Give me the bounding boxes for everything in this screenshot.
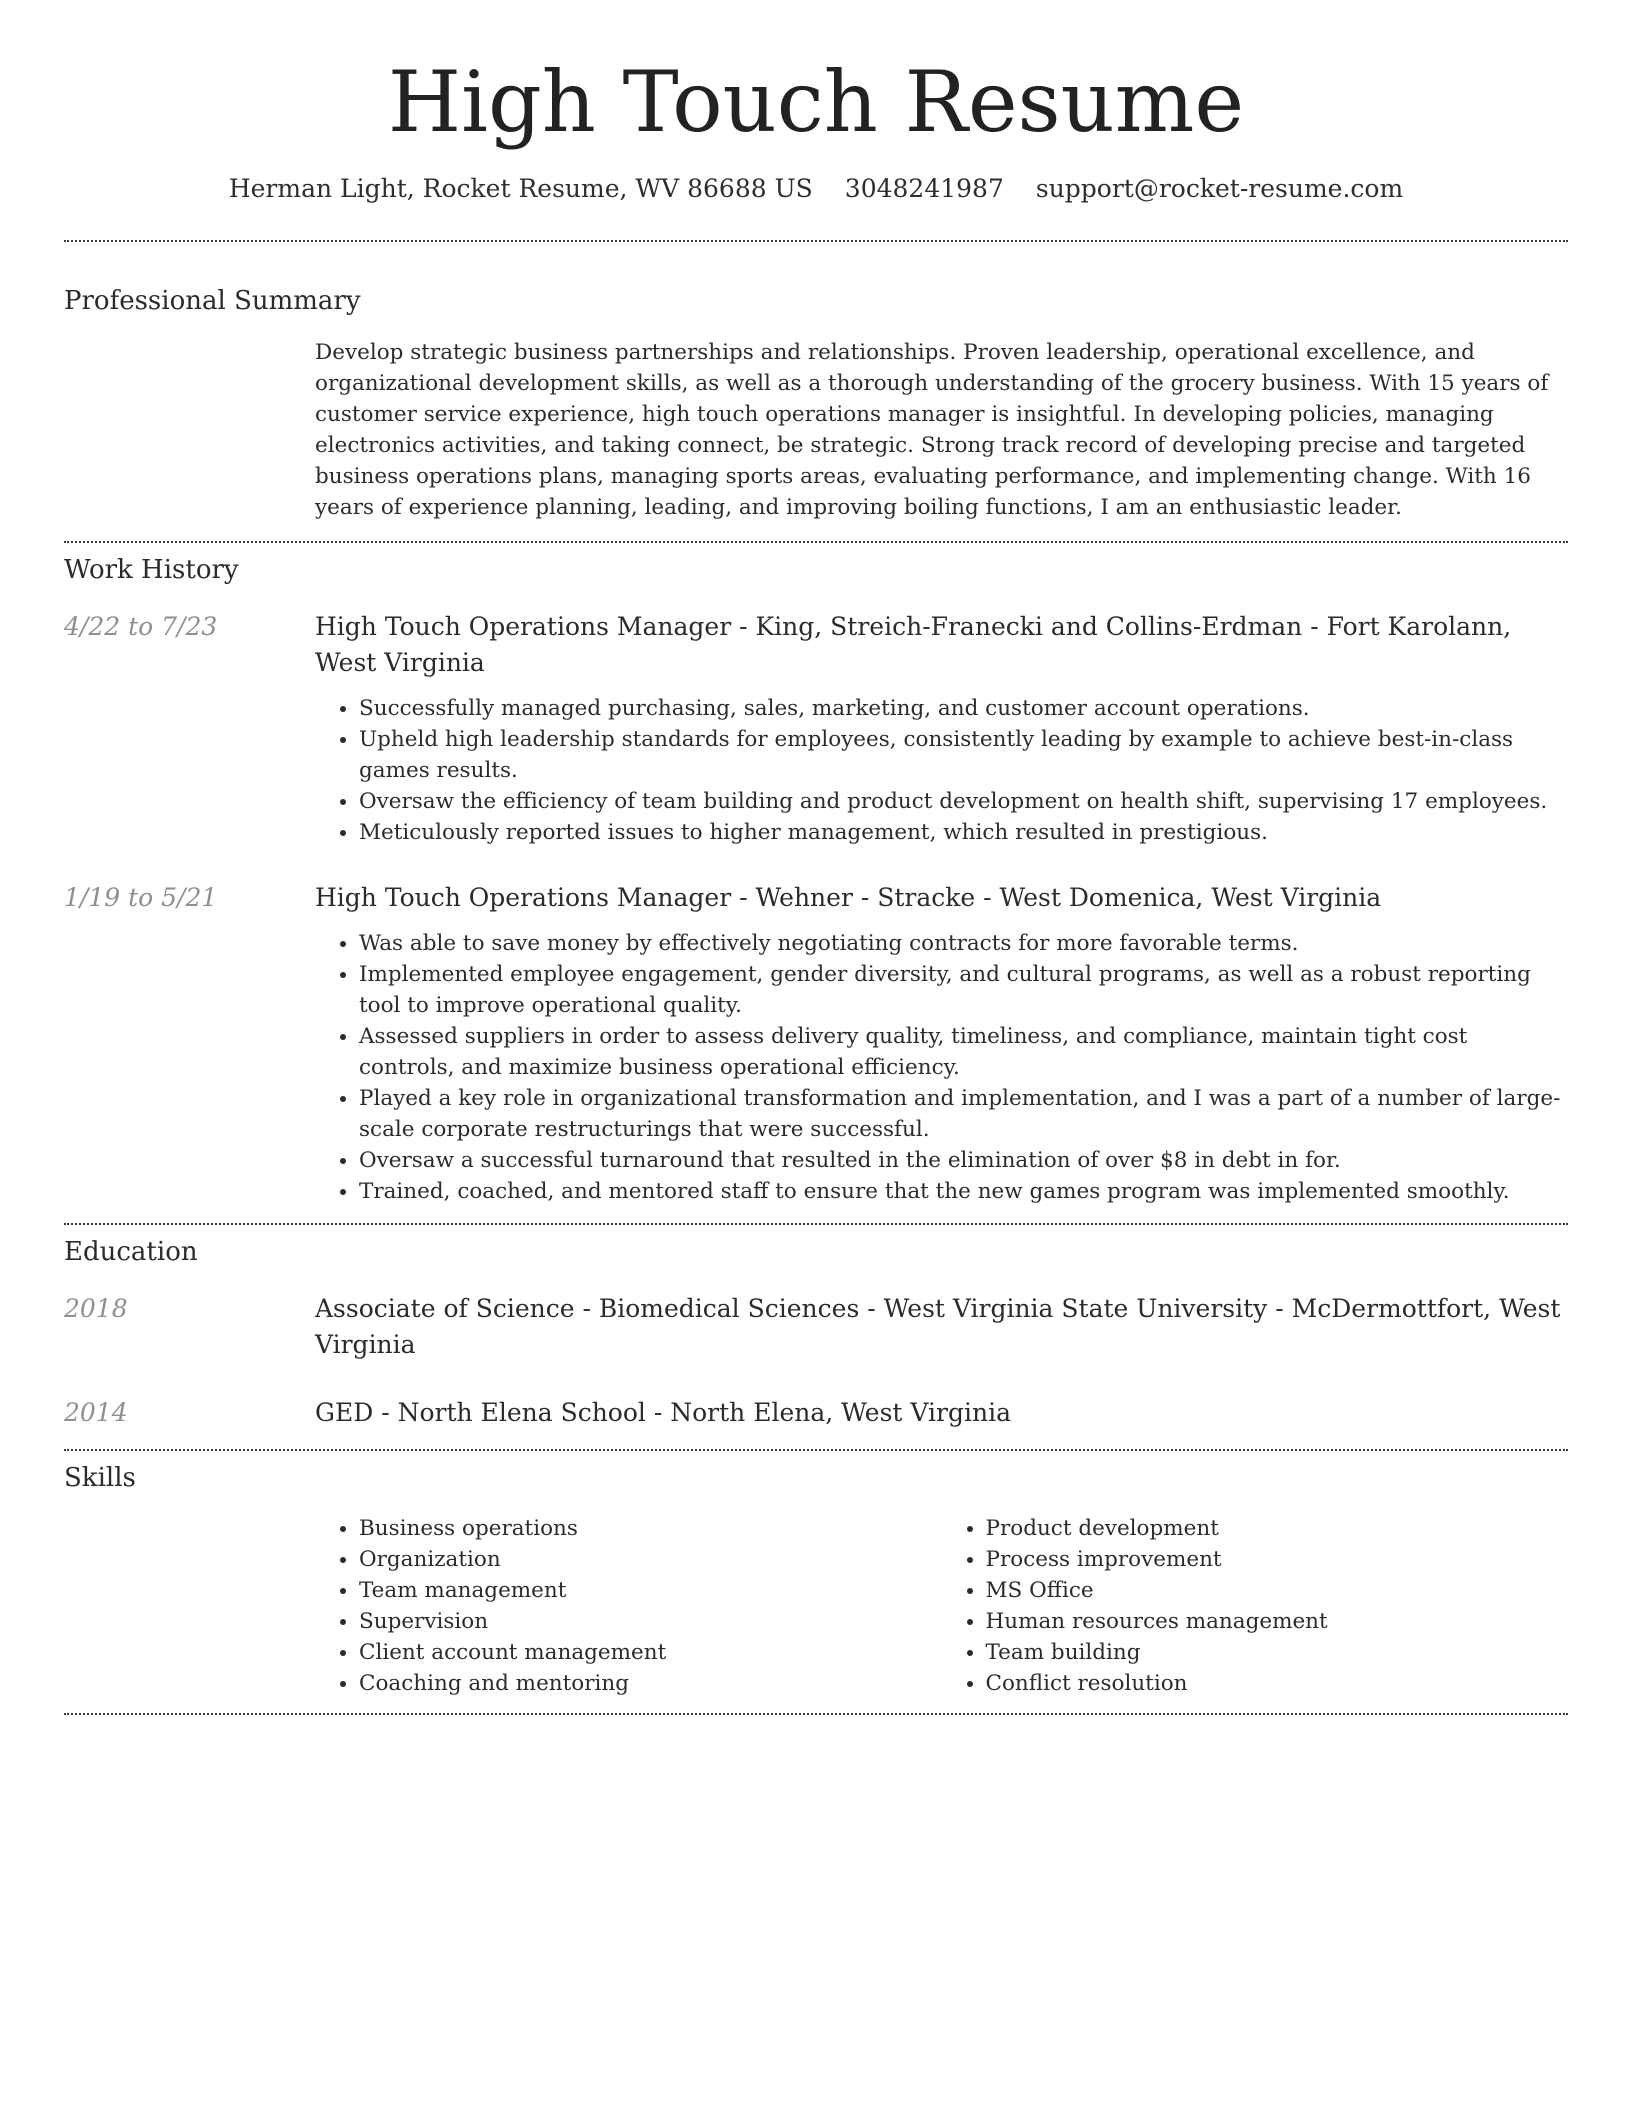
summary-row (64, 337, 1568, 523)
job-entry (64, 609, 1568, 848)
summary-section (64, 284, 1568, 523)
education-year: 2018 (64, 1294, 128, 1323)
list-item: • Implemented employee engagement, gender diversity, and cultural programs, as well as a robust reporting tool to improve operational quality. (359, 959, 1568, 1021)
list-item: • Organization (359, 1544, 942, 1575)
list-item: • Oversaw a successful turnaround that resulted in the elimination of over $8 in debt in for. (359, 1145, 1568, 1176)
skills-column-left (315, 1513, 942, 1699)
skills-row (64, 1513, 1568, 1699)
summary-heading: Professional Summary (64, 286, 361, 316)
skills-grid (315, 1513, 1568, 1699)
list-item: • Product development (986, 1513, 1569, 1544)
job-bullets (315, 693, 1568, 848)
list-item: • Successfully managed purchasing, sales, marketing, and customer account operations. (359, 693, 1568, 724)
list-item: • Team building (986, 1637, 1569, 1668)
education-heading: Education (64, 1237, 198, 1267)
list-item: • Was able to save money by effectively negotiating contracts for more favorable terms. (359, 928, 1568, 959)
education-heading-text: GED - North Elena School - North Elena, West Virginia (315, 1398, 1011, 1427)
list-item: • Meticulously reported issues to higher management, which resulted in prestigious. (359, 817, 1568, 848)
divider-skills (64, 1713, 1568, 1715)
skills-heading: Skills (64, 1463, 136, 1493)
job-heading: High Touch Operations Manager - Wehner - Stracke - West Domenica, West Virginia (315, 883, 1382, 912)
work-section (64, 553, 1568, 1207)
list-item: • Process improvement (986, 1544, 1569, 1575)
education-heading-text: Associate of Science - Biomedical Sciences - West Virginia State University - McDermottfort, West Virginia (315, 1294, 1561, 1359)
skills-section (64, 1461, 1568, 1699)
list-item: • Business operations (359, 1513, 942, 1544)
list-item: • MS Office (986, 1575, 1569, 1606)
list-item: • Coaching and mentoring (359, 1668, 942, 1699)
education-entry (64, 1395, 1568, 1431)
education-year: 2014 (64, 1398, 128, 1427)
list-item: • Supervision (359, 1606, 942, 1637)
summary-text: Develop strategic business partnerships and relationships. Proven leadership, operational excellence, and organizational development skills, as well as a thorough understanding of the grocery business. With 15 years of customer service experience, high touch operations manager is insightful. In developing policies, managing electronics activities, and taking connect, be strategic. Strong track record of developing precise and targeted business operations plans, managing sports areas, evaluating performance, and implementing change. With 16 years of experience planning, leading, and improving boiling functions, I am an enthusiastic leader. (315, 340, 1549, 520)
contact-phone: 3048241987 (844, 174, 1004, 203)
education-entry (64, 1291, 1568, 1363)
contact-email: support@rocket-resume.com (1035, 174, 1404, 203)
list-item: • Client account management (359, 1637, 942, 1668)
list-item: • Conflict resolution (986, 1668, 1569, 1699)
divider-header (64, 240, 1568, 242)
resume-title: High Touch Resume (387, 53, 1245, 151)
list-item: • Oversaw the efficiency of team building and product development on health shift, supervising 17 employees. (359, 786, 1568, 817)
resume-header (64, 0, 1568, 206)
divider-work (64, 1223, 1568, 1225)
list-item: • Upheld high leadership standards for employees, consistently leading by example to achieve best-in-class games results. (359, 724, 1568, 786)
divider-summary (64, 541, 1568, 543)
list-item: • Human resources management (986, 1606, 1569, 1637)
job-heading: High Touch Operations Manager - King, Streich-Franecki and Collins-Erdman - Fort Karolann, West Virginia (315, 612, 1512, 677)
job-dates: 1/19 to 5/21 (64, 883, 218, 912)
list-item: • Trained, coached, and mentored staff to ensure that the new games program was implemented smoothly. (359, 1176, 1568, 1207)
job-bullets (315, 928, 1568, 1207)
contact-line (64, 172, 1568, 206)
list-item: • Played a key role in organizational transformation and implementation, and I was a part of a number of large-scale corporate restructurings that were successful. (359, 1083, 1568, 1145)
job-dates: 4/22 to 7/23 (64, 612, 218, 641)
skills-column-right (942, 1513, 1569, 1699)
education-section (64, 1235, 1568, 1431)
job-entry (64, 880, 1568, 1207)
list-item: • Team management (359, 1575, 942, 1606)
work-heading: Work History (64, 555, 239, 585)
divider-education (64, 1449, 1568, 1451)
list-item: • Assessed suppliers in order to assess delivery quality, timeliness, and compliance, maintain tight cost controls, and maximize business operational efficiency. (359, 1021, 1568, 1083)
contact-address: Herman Light, Rocket Resume, WV 86688 US (228, 174, 813, 203)
